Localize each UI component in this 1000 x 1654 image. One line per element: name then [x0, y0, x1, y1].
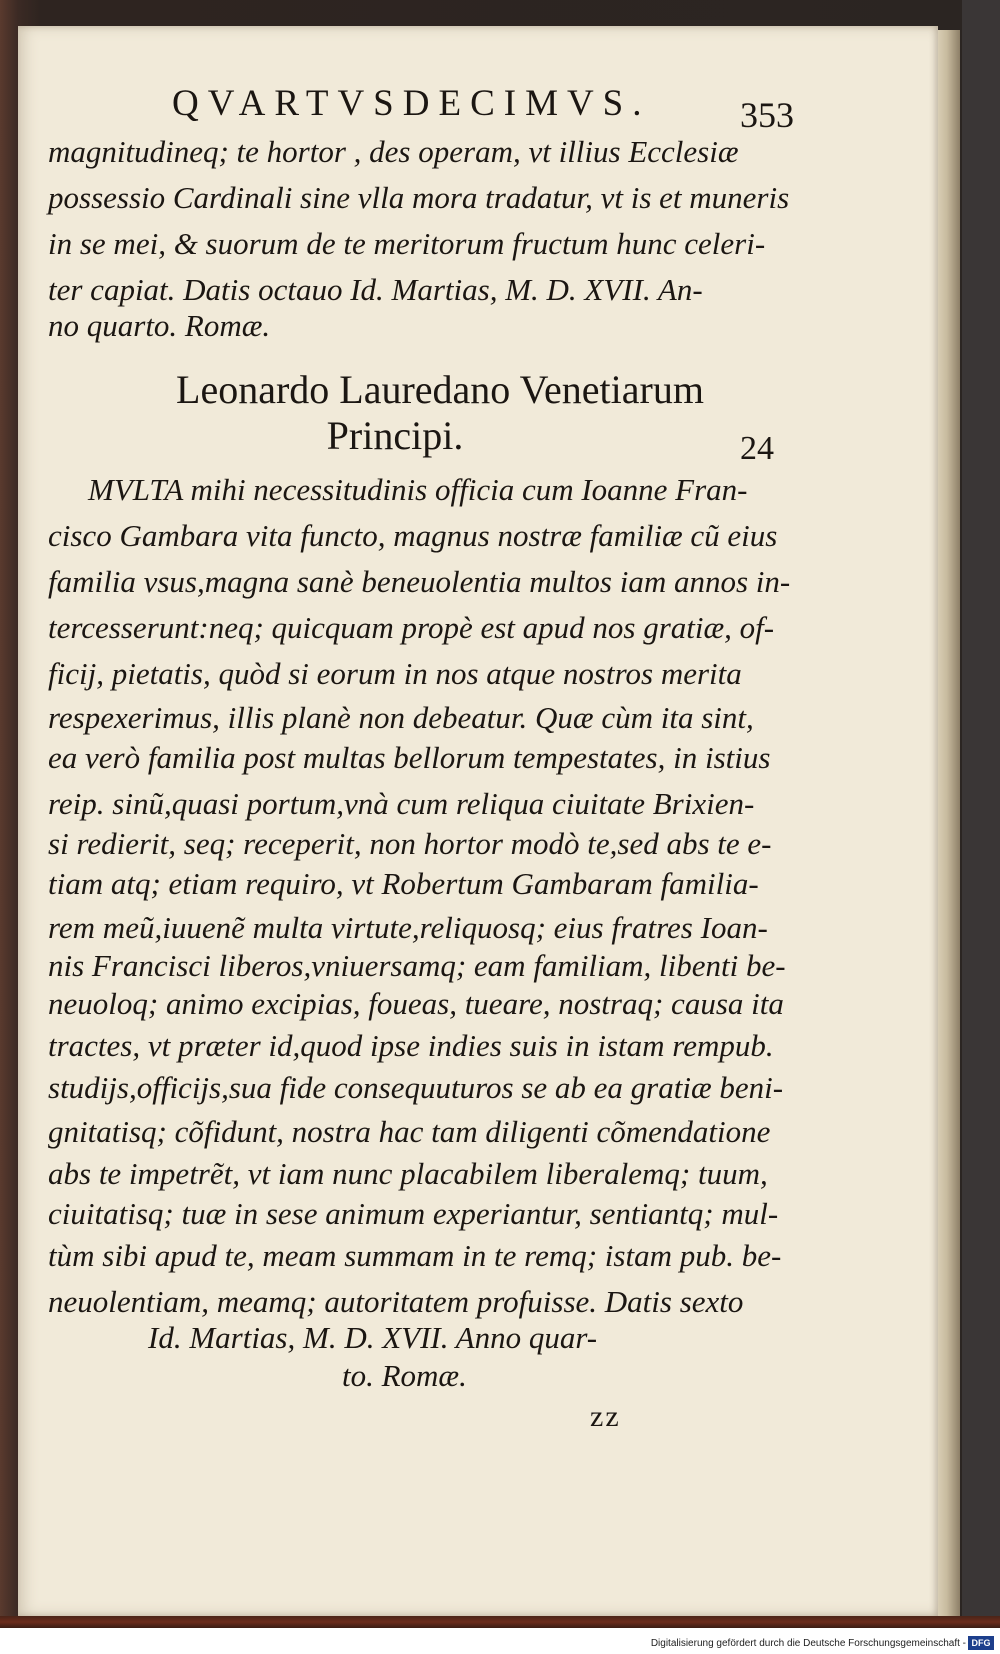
text-line: ficij, pietatis, quòd si eorum in nos atque nostros merita [48, 656, 742, 691]
text-line: neuolentiam, meamq; autoritatem profuisse. Datis sexto [48, 1284, 744, 1319]
text-line: reip. sinũ,quasi portum,vnà cum reliqua ciuitate Brixien- [48, 786, 755, 821]
text-line: possessio Cardinali sine vlla mora tradatur, vt is et muneris [48, 180, 790, 215]
text-line: respexerimus, illis planè non debeatur. Quæ cùm ita sint, [48, 700, 754, 735]
text-line: in se mei, & suorum de te meritorum fructum hunc celeri- [48, 226, 766, 261]
text-line: nis Francisci liberos,vniuersamq; eam familiam, libenti be- [48, 948, 786, 983]
dfg-logo: DFG [968, 1636, 994, 1650]
closing-line: to. Romæ. [342, 1358, 467, 1393]
text-line: magnitudineq; te hortor , des operam, vt illius Ecclesiæ [48, 134, 739, 169]
text-line: studijs,officijs,sua fide consequuturos se ab ea gratiæ beni- [48, 1070, 784, 1105]
text-line: tùm sibi apud te, meam summam in te remq; istam pub. be- [48, 1238, 782, 1273]
text-line: tercesserunt:neq; quicquam propè est apud nos gratiæ, of- [48, 610, 775, 645]
text-line: cisco Gambara vita functo, magnus nostræ familiæ cũ eius [48, 518, 778, 553]
text-line: tractes, vt præter id,quod ipse indies suis in istam rempub. [48, 1028, 774, 1063]
text-line: neuoloq; animo excipias, foueas, tueare, nostraq; causa ita [48, 986, 784, 1021]
letter-heading-line2: Principi. [326, 413, 464, 458]
text-line: rem meũ,iuuenẽ multa virtute,reliquosq; eius fratres Ioan- [48, 910, 768, 945]
closing-line: Id. Martias, M. D. XVII. Anno quar- [148, 1320, 598, 1355]
text-line: tiam atq; etiam requiro, vt Robertum Gambaram familia- [48, 866, 759, 901]
running-title: QVARTVSDECIMVS. [172, 83, 651, 124]
text-line: abs te impetrẽt, vt iam nunc placabilem liberalemq; tuum, [48, 1156, 768, 1191]
signature-mark: zz [590, 1400, 621, 1433]
text-line: MVLTA mihi necessitudinis officia cum Ioanne Fran- [88, 472, 748, 507]
page-number: 353 [740, 95, 794, 135]
page-edge [938, 30, 960, 1620]
text-line: ea verò familia post multas bellorum tempestates, in istius [48, 740, 771, 775]
text-line: gnitatisq; cõfidunt, nostra hac tam diligenti cõmendatione [48, 1114, 771, 1149]
text-line: ter capiat. Datis octauo Id. Martias, M. D. XVII. An- [48, 272, 703, 307]
text-line: ciuitatisq; tuæ in sese animum experiantur, sentiantq; mul- [48, 1196, 779, 1231]
letter-heading: Leonardo Lauredano Venetiarum [176, 367, 704, 412]
letter-number: 24 [740, 430, 774, 467]
text-line: si redierit, seq; receperit, non hortor modò te,sed abs te e- [48, 826, 772, 861]
footer-credit: Digitalisierung gefördert durch die Deutsche Forschungsgemeinschaft - [650, 1638, 966, 1649]
text-line: familia vsus,magna sanè beneuolentia multos iam annos in- [48, 564, 791, 599]
bottom-rule [0, 1616, 1000, 1628]
text-line: no quarto. Romæ. [48, 308, 271, 343]
